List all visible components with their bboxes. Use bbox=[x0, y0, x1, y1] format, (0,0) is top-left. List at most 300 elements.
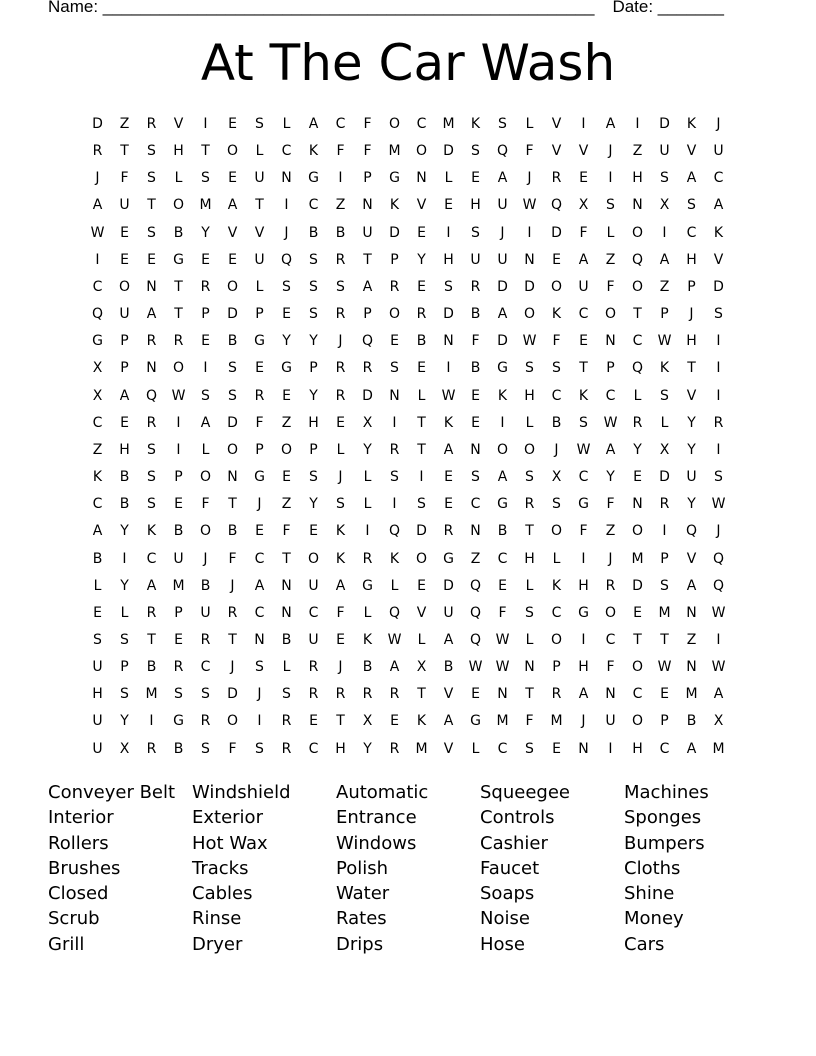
grid-letter[interactable]: N bbox=[686, 604, 697, 621]
grid-letter[interactable]: Z bbox=[281, 414, 292, 431]
grid-letter[interactable]: D bbox=[443, 306, 454, 323]
grid-letter[interactable]: F bbox=[471, 333, 480, 350]
grid-letter[interactable]: S bbox=[255, 740, 264, 757]
grid-letter[interactable]: A bbox=[443, 631, 454, 648]
grid-letter[interactable]: J bbox=[716, 116, 721, 132]
grid-letter[interactable]: P bbox=[201, 306, 210, 323]
grid-letter[interactable]: R bbox=[632, 414, 643, 431]
grid-letter[interactable]: D bbox=[524, 278, 535, 295]
grid-letter[interactable]: F bbox=[525, 713, 534, 730]
grid-letter[interactable]: I bbox=[608, 170, 613, 187]
grid-letter[interactable]: S bbox=[228, 387, 237, 404]
grid-letter[interactable]: B bbox=[173, 224, 184, 241]
grid-letter[interactable]: T bbox=[579, 360, 588, 377]
grid-letter[interactable]: A bbox=[686, 740, 697, 757]
grid-letter[interactable]: W bbox=[90, 224, 105, 241]
grid-letter[interactable]: L bbox=[255, 143, 264, 160]
grid-letter[interactable]: U bbox=[200, 604, 211, 621]
grid-letter[interactable]: S bbox=[525, 360, 534, 377]
grid-letter[interactable]: C bbox=[308, 604, 319, 621]
grid-letter[interactable]: T bbox=[201, 143, 210, 160]
grid-letter[interactable]: V bbox=[227, 224, 238, 241]
grid-letter[interactable]: S bbox=[390, 469, 399, 486]
grid-letter[interactable]: V bbox=[713, 251, 724, 268]
grid-letter[interactable]: N bbox=[524, 659, 535, 676]
grid-letter[interactable]: U bbox=[470, 251, 481, 268]
grid-letter[interactable]: L bbox=[174, 170, 183, 187]
grid-letter[interactable]: Y bbox=[363, 441, 372, 458]
grid-letter[interactable]: Y bbox=[309, 333, 318, 350]
grid-letter[interactable]: R bbox=[362, 360, 373, 377]
grid-letter[interactable]: W bbox=[657, 659, 672, 676]
grid-letter[interactable]: I bbox=[149, 713, 154, 730]
grid-letter[interactable]: Y bbox=[201, 224, 210, 241]
grid-letter[interactable]: J bbox=[527, 170, 532, 187]
grid-letter[interactable]: T bbox=[255, 197, 264, 214]
grid-letter[interactable]: N bbox=[227, 469, 238, 486]
grid-letter[interactable]: C bbox=[281, 143, 292, 160]
grid-letter[interactable]: C bbox=[686, 224, 697, 241]
grid-letter[interactable]: N bbox=[686, 659, 697, 676]
grid-letter[interactable]: C bbox=[308, 740, 319, 757]
grid-letter[interactable]: H bbox=[632, 170, 643, 187]
grid-letter[interactable]: B bbox=[119, 496, 130, 513]
grid-letter[interactable]: O bbox=[415, 550, 428, 567]
grid-letter[interactable]: S bbox=[147, 469, 156, 486]
grid-letter[interactable]: F bbox=[363, 143, 372, 160]
grid-letter[interactable]: K bbox=[551, 577, 562, 594]
grid-letter[interactable]: R bbox=[200, 278, 211, 295]
grid-letter[interactable]: A bbox=[497, 469, 508, 486]
grid-letter[interactable]: T bbox=[228, 496, 237, 513]
grid-letter[interactable]: O bbox=[604, 604, 617, 621]
grid-letter[interactable]: E bbox=[552, 251, 561, 268]
grid-letter[interactable]: Z bbox=[470, 550, 481, 567]
grid-letter[interactable]: B bbox=[443, 659, 454, 676]
grid-letter[interactable]: I bbox=[581, 550, 586, 567]
grid-letter[interactable]: L bbox=[417, 631, 426, 648]
grid-letter[interactable]: I bbox=[608, 740, 613, 757]
grid-letter[interactable]: P bbox=[552, 659, 561, 676]
grid-letter[interactable]: R bbox=[146, 740, 157, 757]
grid-letter[interactable]: A bbox=[146, 577, 157, 594]
grid-letter[interactable]: I bbox=[500, 414, 505, 431]
grid-letter[interactable]: Y bbox=[687, 441, 696, 458]
grid-letter[interactable]: S bbox=[282, 278, 291, 295]
grid-letter[interactable]: N bbox=[470, 441, 481, 458]
grid-letter[interactable]: Q bbox=[469, 604, 482, 621]
grid-letter[interactable]: K bbox=[551, 306, 562, 323]
grid-letter[interactable]: R bbox=[173, 333, 184, 350]
grid-letter[interactable]: T bbox=[282, 550, 291, 567]
grid-letter[interactable]: C bbox=[713, 170, 724, 187]
grid-letter[interactable]: F bbox=[120, 170, 129, 187]
grid-letter[interactable]: C bbox=[200, 659, 211, 676]
grid-letter[interactable]: Z bbox=[659, 278, 670, 295]
grid-letter[interactable]: T bbox=[336, 713, 345, 730]
grid-letter[interactable]: A bbox=[578, 251, 589, 268]
grid-letter[interactable]: X bbox=[119, 740, 130, 757]
grid-letter[interactable]: R bbox=[281, 740, 292, 757]
grid-letter[interactable]: I bbox=[662, 224, 667, 241]
grid-letter[interactable]: J bbox=[338, 333, 343, 350]
grid-letter[interactable]: N bbox=[389, 387, 400, 404]
grid-letter[interactable]: A bbox=[443, 441, 454, 458]
grid-letter[interactable]: H bbox=[524, 387, 535, 404]
grid-letter[interactable]: F bbox=[255, 414, 264, 431]
grid-letter[interactable]: A bbox=[146, 306, 157, 323]
grid-letter[interactable]: A bbox=[497, 306, 508, 323]
grid-letter[interactable]: P bbox=[390, 251, 399, 268]
grid-letter[interactable]: X bbox=[416, 659, 427, 676]
grid-letter[interactable]: K bbox=[389, 550, 400, 567]
grid-letter[interactable]: P bbox=[687, 278, 696, 295]
grid-letter[interactable]: E bbox=[417, 224, 426, 241]
grid-letter[interactable]: A bbox=[686, 577, 697, 594]
grid-letter[interactable]: H bbox=[308, 414, 319, 431]
grid-letter[interactable]: I bbox=[203, 360, 208, 377]
grid-letter[interactable]: S bbox=[552, 360, 561, 377]
grid-letter[interactable]: B bbox=[551, 414, 562, 431]
grid-letter[interactable]: Q bbox=[145, 387, 158, 404]
grid-letter[interactable]: C bbox=[578, 469, 589, 486]
grid-letter[interactable]: G bbox=[497, 496, 508, 513]
grid-letter[interactable]: L bbox=[93, 577, 102, 594]
grid-letter[interactable]: N bbox=[254, 631, 265, 648]
grid-letter[interactable]: R bbox=[146, 333, 157, 350]
grid-letter[interactable]: L bbox=[471, 740, 480, 757]
grid-letter[interactable]: M bbox=[631, 550, 644, 567]
grid-letter[interactable]: F bbox=[552, 333, 561, 350]
grid-letter[interactable]: M bbox=[685, 686, 698, 703]
grid-letter[interactable]: B bbox=[173, 740, 184, 757]
grid-letter[interactable]: G bbox=[173, 251, 184, 268]
grid-letter[interactable]: S bbox=[228, 360, 237, 377]
grid-letter[interactable]: B bbox=[686, 713, 697, 730]
grid-letter[interactable]: U bbox=[308, 631, 319, 648]
grid-letter[interactable]: Y bbox=[687, 496, 696, 513]
grid-letter[interactable]: O bbox=[172, 360, 185, 377]
grid-letter[interactable]: E bbox=[174, 496, 183, 513]
grid-letter[interactable]: S bbox=[201, 170, 210, 187]
grid-letter[interactable]: D bbox=[389, 224, 400, 241]
grid-letter[interactable]: U bbox=[713, 143, 724, 160]
grid-letter[interactable]: L bbox=[363, 469, 372, 486]
grid-letter[interactable]: N bbox=[524, 251, 535, 268]
grid-letter[interactable]: C bbox=[254, 604, 265, 621]
grid-letter[interactable]: S bbox=[120, 631, 129, 648]
grid-letter[interactable]: V bbox=[686, 387, 697, 404]
grid-letter[interactable]: O bbox=[226, 713, 239, 730]
grid-letter[interactable]: E bbox=[390, 713, 399, 730]
grid-letter[interactable]: E bbox=[120, 251, 129, 268]
grid-letter[interactable]: F bbox=[606, 659, 615, 676]
grid-letter[interactable]: A bbox=[659, 251, 670, 268]
grid-letter[interactable]: Q bbox=[712, 577, 725, 594]
grid-letter[interactable]: S bbox=[201, 387, 210, 404]
grid-letter[interactable]: U bbox=[686, 469, 697, 486]
grid-letter[interactable]: S bbox=[336, 278, 345, 295]
grid-letter[interactable]: Y bbox=[120, 523, 129, 540]
grid-letter[interactable]: C bbox=[146, 550, 157, 567]
grid-letter[interactable]: F bbox=[579, 523, 588, 540]
grid-letter[interactable]: E bbox=[633, 469, 642, 486]
grid-letter[interactable]: S bbox=[579, 414, 588, 431]
grid-letter[interactable]: R bbox=[308, 686, 319, 703]
grid-letter[interactable]: S bbox=[282, 686, 291, 703]
grid-letter[interactable]: S bbox=[660, 170, 669, 187]
grid-letter[interactable]: S bbox=[255, 659, 264, 676]
grid-letter[interactable]: O bbox=[550, 278, 563, 295]
grid-letter[interactable]: E bbox=[120, 414, 129, 431]
grid-letter[interactable]: D bbox=[497, 278, 508, 295]
grid-letter[interactable]: A bbox=[686, 170, 697, 187]
grid-letter[interactable]: P bbox=[120, 360, 129, 377]
grid-letter[interactable]: R bbox=[308, 659, 319, 676]
grid-letter[interactable]: S bbox=[714, 469, 723, 486]
grid-letter[interactable]: T bbox=[525, 523, 534, 540]
grid-letter[interactable]: E bbox=[390, 333, 399, 350]
grid-letter[interactable]: I bbox=[392, 414, 397, 431]
grid-letter[interactable]: B bbox=[146, 659, 157, 676]
grid-letter[interactable]: U bbox=[605, 713, 616, 730]
grid-letter[interactable]: E bbox=[471, 387, 480, 404]
grid-letter[interactable]: D bbox=[416, 523, 427, 540]
grid-letter[interactable]: U bbox=[362, 224, 373, 241]
grid-letter[interactable]: S bbox=[471, 224, 480, 241]
grid-letter[interactable]: S bbox=[309, 469, 318, 486]
grid-letter[interactable]: U bbox=[578, 278, 589, 295]
grid-letter[interactable]: W bbox=[495, 659, 510, 676]
grid-letter[interactable]: F bbox=[336, 143, 345, 160]
grid-letter[interactable]: E bbox=[228, 116, 237, 132]
grid-letter[interactable]: E bbox=[282, 387, 291, 404]
grid-letter[interactable]: O bbox=[604, 306, 617, 323]
grid-letter[interactable]: B bbox=[335, 224, 346, 241]
grid-letter[interactable]: H bbox=[92, 686, 103, 703]
grid-letter[interactable]: S bbox=[525, 469, 534, 486]
grid-letter[interactable]: H bbox=[686, 251, 697, 268]
grid-letter[interactable]: K bbox=[308, 143, 319, 160]
grid-letter[interactable]: K bbox=[686, 116, 697, 132]
grid-letter[interactable]: R bbox=[713, 414, 724, 431]
grid-letter[interactable]: K bbox=[335, 550, 346, 567]
grid-letter[interactable]: M bbox=[415, 740, 428, 757]
grid-letter[interactable]: P bbox=[255, 441, 264, 458]
grid-letter[interactable]: O bbox=[307, 550, 320, 567]
grid-letter[interactable]: T bbox=[525, 686, 534, 703]
grid-letter[interactable]: M bbox=[388, 143, 401, 160]
grid-letter[interactable]: O bbox=[226, 278, 239, 295]
grid-letter[interactable]: P bbox=[660, 550, 669, 567]
grid-letter[interactable]: I bbox=[365, 523, 370, 540]
grid-letter[interactable]: L bbox=[633, 387, 642, 404]
grid-letter[interactable]: J bbox=[95, 170, 100, 187]
grid-letter[interactable]: A bbox=[713, 197, 724, 214]
grid-letter[interactable]: S bbox=[660, 387, 669, 404]
grid-letter[interactable]: A bbox=[362, 278, 373, 295]
grid-letter[interactable]: D bbox=[362, 387, 373, 404]
grid-letter[interactable]: L bbox=[120, 604, 129, 621]
grid-letter[interactable]: O bbox=[388, 116, 401, 132]
grid-letter[interactable]: Z bbox=[335, 197, 346, 214]
grid-letter[interactable]: E bbox=[336, 414, 345, 431]
grid-letter[interactable]: I bbox=[122, 550, 127, 567]
grid-letter[interactable]: Z bbox=[605, 523, 616, 540]
grid-letter[interactable]: Z bbox=[119, 116, 130, 132]
grid-letter[interactable]: B bbox=[200, 577, 211, 594]
grid-letter[interactable]: E bbox=[633, 604, 642, 621]
grid-letter[interactable]: G bbox=[443, 550, 454, 567]
grid-letter[interactable]: M bbox=[496, 713, 509, 730]
grid-letter[interactable]: E bbox=[471, 414, 480, 431]
grid-letter[interactable]: K bbox=[470, 116, 481, 132]
grid-letter[interactable]: R bbox=[92, 143, 103, 160]
grid-letter[interactable]: Q bbox=[712, 550, 725, 567]
grid-letter[interactable]: R bbox=[389, 278, 400, 295]
grid-letter[interactable]: H bbox=[470, 197, 481, 214]
grid-letter[interactable]: Z bbox=[281, 496, 292, 513]
grid-letter[interactable]: X bbox=[713, 713, 724, 730]
grid-letter[interactable]: F bbox=[336, 604, 345, 621]
grid-letter[interactable]: S bbox=[309, 306, 318, 323]
grid-letter[interactable]: K bbox=[389, 197, 400, 214]
grid-letter[interactable]: F bbox=[525, 143, 534, 160]
grid-letter[interactable]: E bbox=[444, 469, 453, 486]
grid-letter[interactable]: L bbox=[525, 631, 534, 648]
grid-letter[interactable]: K bbox=[713, 224, 724, 241]
grid-letter[interactable]: E bbox=[309, 523, 318, 540]
grid-letter[interactable]: Z bbox=[686, 631, 697, 648]
grid-letter[interactable]: P bbox=[174, 604, 183, 621]
grid-letter[interactable]: F bbox=[228, 740, 237, 757]
grid-letter[interactable]: G bbox=[173, 713, 184, 730]
grid-letter[interactable]: W bbox=[468, 659, 483, 676]
grid-letter[interactable]: S bbox=[498, 116, 507, 132]
grid-letter[interactable]: N bbox=[605, 333, 616, 350]
grid-letter[interactable]: C bbox=[497, 740, 508, 757]
grid-letter[interactable]: B bbox=[92, 550, 103, 567]
grid-letter[interactable]: F bbox=[228, 550, 237, 567]
grid-letter[interactable]: E bbox=[282, 469, 291, 486]
grid-letter[interactable]: E bbox=[228, 170, 237, 187]
grid-letter[interactable]: O bbox=[280, 441, 293, 458]
grid-letter[interactable]: R bbox=[659, 496, 670, 513]
grid-letter[interactable]: P bbox=[606, 360, 615, 377]
grid-letter[interactable]: G bbox=[497, 360, 508, 377]
grid-letter[interactable]: A bbox=[227, 197, 238, 214]
grid-letter[interactable]: V bbox=[551, 143, 562, 160]
grid-letter[interactable]: S bbox=[147, 441, 156, 458]
grid-letter[interactable]: G bbox=[254, 333, 265, 350]
grid-letter[interactable]: S bbox=[336, 496, 345, 513]
grid-letter[interactable]: G bbox=[92, 333, 103, 350]
grid-letter[interactable]: S bbox=[120, 686, 129, 703]
grid-letter[interactable]: H bbox=[443, 251, 454, 268]
grid-letter[interactable]: L bbox=[363, 604, 372, 621]
grid-letter[interactable]: N bbox=[632, 496, 643, 513]
grid-letter[interactable]: R bbox=[524, 496, 535, 513]
grid-letter[interactable]: J bbox=[581, 713, 586, 730]
grid-letter[interactable]: O bbox=[226, 143, 239, 160]
grid-letter[interactable]: S bbox=[147, 496, 156, 513]
grid-letter[interactable]: C bbox=[632, 333, 643, 350]
grid-letter[interactable]: L bbox=[525, 414, 534, 431]
grid-letter[interactable]: R bbox=[281, 713, 292, 730]
grid-letter[interactable]: P bbox=[120, 659, 129, 676]
grid-letter[interactable]: T bbox=[363, 251, 372, 268]
grid-letter[interactable]: T bbox=[147, 631, 156, 648]
grid-letter[interactable]: E bbox=[93, 604, 102, 621]
grid-letter[interactable]: R bbox=[200, 713, 211, 730]
grid-letter[interactable]: M bbox=[442, 116, 455, 132]
grid-letter[interactable]: Q bbox=[631, 360, 644, 377]
grid-letter[interactable]: K bbox=[362, 631, 373, 648]
grid-letter[interactable]: J bbox=[257, 496, 262, 513]
grid-letter[interactable]: X bbox=[362, 713, 373, 730]
grid-letter[interactable]: D bbox=[713, 278, 724, 295]
grid-letter[interactable]: N bbox=[146, 360, 157, 377]
grid-letter[interactable]: C bbox=[335, 116, 346, 132]
grid-letter[interactable]: J bbox=[230, 659, 235, 676]
grid-letter[interactable]: Q bbox=[361, 333, 374, 350]
grid-letter[interactable]: J bbox=[689, 306, 694, 323]
grid-letter[interactable]: G bbox=[578, 496, 589, 513]
grid-letter[interactable]: Y bbox=[120, 577, 129, 594]
grid-letter[interactable]: S bbox=[714, 306, 723, 323]
grid-letter[interactable]: R bbox=[146, 116, 157, 132]
grid-letter[interactable]: O bbox=[631, 713, 644, 730]
grid-letter[interactable]: V bbox=[416, 197, 427, 214]
grid-letter[interactable]: W bbox=[387, 631, 402, 648]
grid-letter[interactable]: Q bbox=[685, 523, 698, 540]
grid-letter[interactable]: M bbox=[145, 686, 158, 703]
grid-letter[interactable]: S bbox=[471, 469, 480, 486]
grid-letter[interactable]: L bbox=[444, 170, 453, 187]
grid-letter[interactable]: N bbox=[362, 197, 373, 214]
grid-letter[interactable]: O bbox=[415, 143, 428, 160]
grid-letter[interactable]: U bbox=[497, 251, 508, 268]
grid-letter[interactable]: D bbox=[227, 306, 238, 323]
grid-letter[interactable]: I bbox=[716, 360, 721, 377]
grid-letter[interactable]: O bbox=[523, 441, 536, 458]
grid-letter[interactable]: R bbox=[335, 686, 346, 703]
grid-letter[interactable]: M bbox=[172, 577, 185, 594]
grid-letter[interactable]: U bbox=[119, 197, 130, 214]
grid-letter[interactable]: S bbox=[147, 170, 156, 187]
grid-letter[interactable]: R bbox=[551, 170, 562, 187]
grid-letter[interactable]: C bbox=[551, 604, 562, 621]
grid-letter[interactable]: W bbox=[657, 333, 672, 350]
grid-letter[interactable]: E bbox=[147, 251, 156, 268]
grid-letter[interactable]: O bbox=[550, 631, 563, 648]
name-field[interactable]: Name: ____________________________________________________ bbox=[48, 0, 595, 16]
grid-letter[interactable]: U bbox=[497, 197, 508, 214]
grid-letter[interactable]: C bbox=[92, 414, 103, 431]
grid-letter[interactable]: T bbox=[174, 306, 183, 323]
grid-letter[interactable]: H bbox=[524, 550, 535, 567]
grid-letter[interactable]: L bbox=[525, 577, 534, 594]
grid-letter[interactable]: R bbox=[335, 251, 346, 268]
grid-letter[interactable]: V bbox=[686, 143, 697, 160]
grid-letter[interactable]: F bbox=[282, 523, 291, 540]
grid-letter[interactable]: T bbox=[687, 360, 696, 377]
grid-letter[interactable]: A bbox=[92, 197, 103, 214]
grid-letter[interactable]: U bbox=[173, 550, 184, 567]
grid-letter[interactable]: L bbox=[255, 278, 264, 295]
grid-letter[interactable]: G bbox=[308, 170, 319, 187]
grid-letter[interactable]: W bbox=[711, 496, 726, 513]
